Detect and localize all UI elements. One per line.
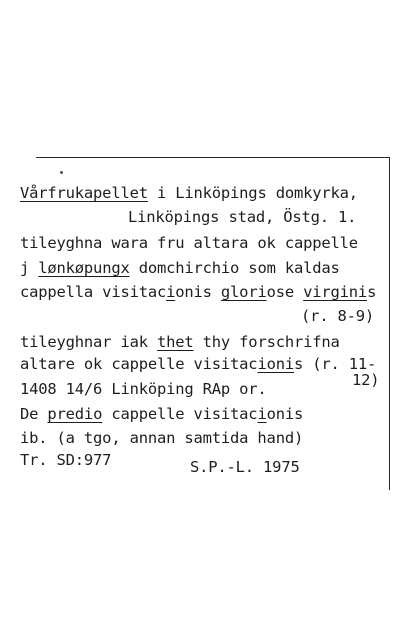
line7-part-a: tileyghnar iak <box>20 333 157 351</box>
text-line-5 <box>20 283 376 301</box>
line5-underlined-3: virgini <box>303 283 368 301</box>
line7-underlined: thet <box>156 333 194 351</box>
top-rule <box>36 157 390 158</box>
line4-part-a: j <box>20 259 39 277</box>
source-line: Tr. SD:977 <box>20 451 112 469</box>
date-line: 1408 14/6 Linköping RAp or. <box>20 380 267 398</box>
text-line-8 <box>20 355 376 373</box>
text-line-4 <box>20 259 340 277</box>
signature: S.P.-L. 1975 <box>190 458 300 476</box>
line7-part-c: thy forschrifna <box>193 333 340 351</box>
reference-1: (r. 8-9) <box>301 307 375 325</box>
line11-part-c: cappelle visitac <box>102 405 258 423</box>
line11-part-e: onis <box>266 405 304 423</box>
line11-underlined-1: predio <box>47 405 103 423</box>
ink-speck <box>60 171 63 174</box>
heading-title: Vårfrukapellet <box>20 184 148 202</box>
text-line-12: ib. (a tgo, annan samtida hand) <box>20 429 304 447</box>
line5-part-a: cappella visitac <box>20 283 167 301</box>
line4-underlined: lønkøpungx <box>38 259 130 277</box>
heading-rest: i Linköpings domkyrka, <box>147 184 358 202</box>
line5-underlined-2: glori <box>220 283 267 301</box>
line5-part-e: ose <box>266 283 304 301</box>
line4-part-c: domchirchio som kaldas <box>129 259 340 277</box>
line5-part-c: onis <box>175 283 221 301</box>
heading-line <box>20 184 358 202</box>
line5-underlined-1: i <box>166 283 176 301</box>
text-line-3: tileyghna wara fru altara ok cappelle <box>20 234 358 252</box>
text-line-11 <box>20 405 303 423</box>
reference-2-end: 12) <box>352 371 380 389</box>
line11-underlined-2: i <box>257 405 267 423</box>
line5-part-g: s <box>367 283 377 301</box>
location-line: Linköpings stad, Östg. 1. <box>128 208 357 226</box>
text-line-7 <box>20 333 340 351</box>
right-rule <box>389 157 390 490</box>
line8-underlined: ioni <box>257 355 294 373</box>
line8-part-a: altare ok cappelle visitac <box>20 355 258 373</box>
line8-part-c: s (r. 11- <box>293 355 377 373</box>
line11-part-a: De <box>20 405 48 423</box>
